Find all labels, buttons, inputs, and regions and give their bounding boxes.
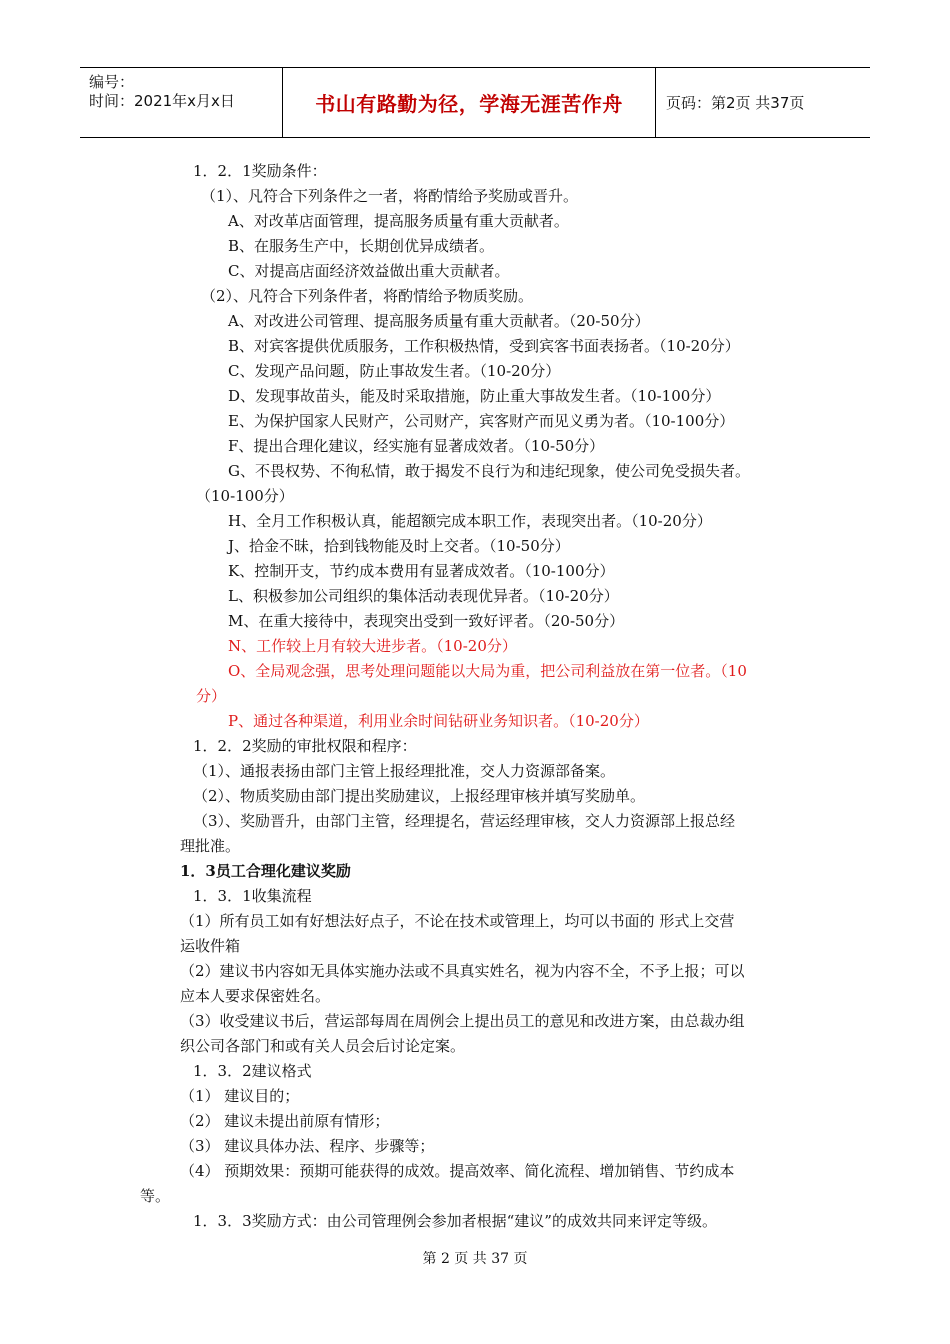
serial-label: 编号： xyxy=(89,73,135,91)
body-line: 等。 xyxy=(140,1187,171,1205)
page-header xyxy=(80,67,870,138)
body-line: H、全月工作积极认真，能超额完成本职工作，表现突出者。（10-20分） xyxy=(228,512,712,530)
body-line: （1）、凡符合下列条件之一者，将酌情给予奖励或晋升。 xyxy=(201,187,579,205)
body-line: （1）所有员工如有好想法好点子，不论在技术或管理上，均可以书面的 形式上交营 xyxy=(180,912,735,930)
body-line: K、控制开支，节约成本费用有显著成效者。（10-100分） xyxy=(228,562,615,580)
body-line: D、发现事故苗头，能及时采取措施，防止重大事故发生者。（10-100分） xyxy=(228,387,721,405)
body-line: B、在服务生产中，长期创优异成绩者。 xyxy=(228,237,495,255)
highlighted-line: N、工作较上月有较大进步者。（10-20分） xyxy=(228,637,517,655)
body-line: （2） 建议未提出前原有情形； xyxy=(180,1112,390,1130)
body-line: 理批准。 xyxy=(180,837,241,855)
body-line: L、积极参加公司组织的集体活动表现优异者。（10-20分） xyxy=(228,587,619,605)
body-line: （2）、物质奖励由部门提出奖励建议，上报经理审核并填写奖励单。 xyxy=(193,787,646,805)
body-line: C、对提高店面经济效益做出重大贡献者。 xyxy=(228,262,510,280)
header-page-cell xyxy=(656,68,870,137)
body-line: C、发现产品问题，防止事故发生者。（10-20分） xyxy=(228,362,561,380)
body-line: 1．3．3奖励方式：由公司管理例会参加者根据“建议”的成效共同来评定等级。 xyxy=(193,1212,717,1230)
time-label: 时间：2021年x月x日 xyxy=(89,92,235,110)
body-line: （1）、通报表扬由部门主管上报经理批准，交人力资源部备案。 xyxy=(193,762,616,780)
body-line: 1．2．1奖励条件： xyxy=(193,162,327,180)
body-line: J、拾金不昧，拾到钱物能及时上交者。（10-50分） xyxy=(228,537,570,555)
body-line: E、为保护国家人民财产，公司财产，宾客财产而见义勇为者。（10-100分） xyxy=(228,412,735,430)
body-line: M、在重大接待中，表现突出受到一致好评者。（20-50分） xyxy=(228,612,625,630)
motto: 书山有路勤为径，学海无涯苦作舟 xyxy=(315,92,623,116)
body-line: F、提出合理化建议，经实施有显著成效者。（10-50分） xyxy=(228,437,605,455)
highlighted-line: O、全局观念强，思考处理问题能以大局为重，把公司利益放在第一位者。（10 xyxy=(228,662,747,680)
body-line: （3） 建议具体办法、程序、步骤等； xyxy=(180,1137,435,1155)
body-line: 1．3．2建议格式 xyxy=(193,1062,312,1080)
body-line: 1．3．1收集流程 xyxy=(193,887,312,905)
body-line: G、不畏权势、不徇私情，敢于揭发不良行为和违纪现象，使公司免受损失者。 xyxy=(228,462,750,480)
body-line: （10-100分） xyxy=(196,487,294,505)
page-number-label: 页码：第2页 共37页 xyxy=(666,94,805,112)
body-line: （2）建议书内容如无具体实施办法或不具真实姓名，视为内容不全，不予上报；可以 xyxy=(180,962,745,980)
body-line: 织公司各部门和或有关人员会后讨论定案。 xyxy=(180,1037,466,1055)
header-info-cell xyxy=(80,68,283,137)
body-line: （4） 预期效果：预期可能获得的成效。提高效率、简化流程、增加销售、节约成本 xyxy=(180,1162,735,1180)
highlighted-line: P、通过各种渠道，利用业余时间钻研业务知识者。（10-20分） xyxy=(228,712,649,730)
body-line: （3）、奖励晋升，由部门主管，经理提名，营运经理审核，交人力资源部上报总经 xyxy=(193,812,736,830)
highlighted-line: 分） xyxy=(196,687,227,705)
body-line: （3）收受建议书后，营运部每周在周例会上提出员工的意见和改进方案，由总裁办组 xyxy=(180,1012,745,1030)
body-line: （2）、凡符合下列条件者，将酌情给予物质奖励。 xyxy=(201,287,534,305)
body-line: 1．2．2奖励的审批权限和程序： xyxy=(193,737,417,755)
body-line: 应本人要求保密姓名。 xyxy=(180,987,331,1005)
body-line: A、对改革店面管理，提高服务质量有重大贡献者。 xyxy=(228,212,569,230)
body-line: A、对改进公司管理、提高服务质量有重大贡献者。（20-50分） xyxy=(228,312,650,330)
page-footer: 第 2 页 共 37 页 xyxy=(422,1251,528,1267)
body-line: 运收件箱 xyxy=(180,937,241,955)
header-motto-cell xyxy=(283,68,656,137)
body-line: B、对宾客提供优质服务，工作积极热情，受到宾客书面表扬者。（10-20分） xyxy=(228,337,740,355)
section-heading: 1．3员工合理化建议奖励 xyxy=(180,862,351,880)
body-line: （1） 建议目的； xyxy=(180,1087,300,1105)
